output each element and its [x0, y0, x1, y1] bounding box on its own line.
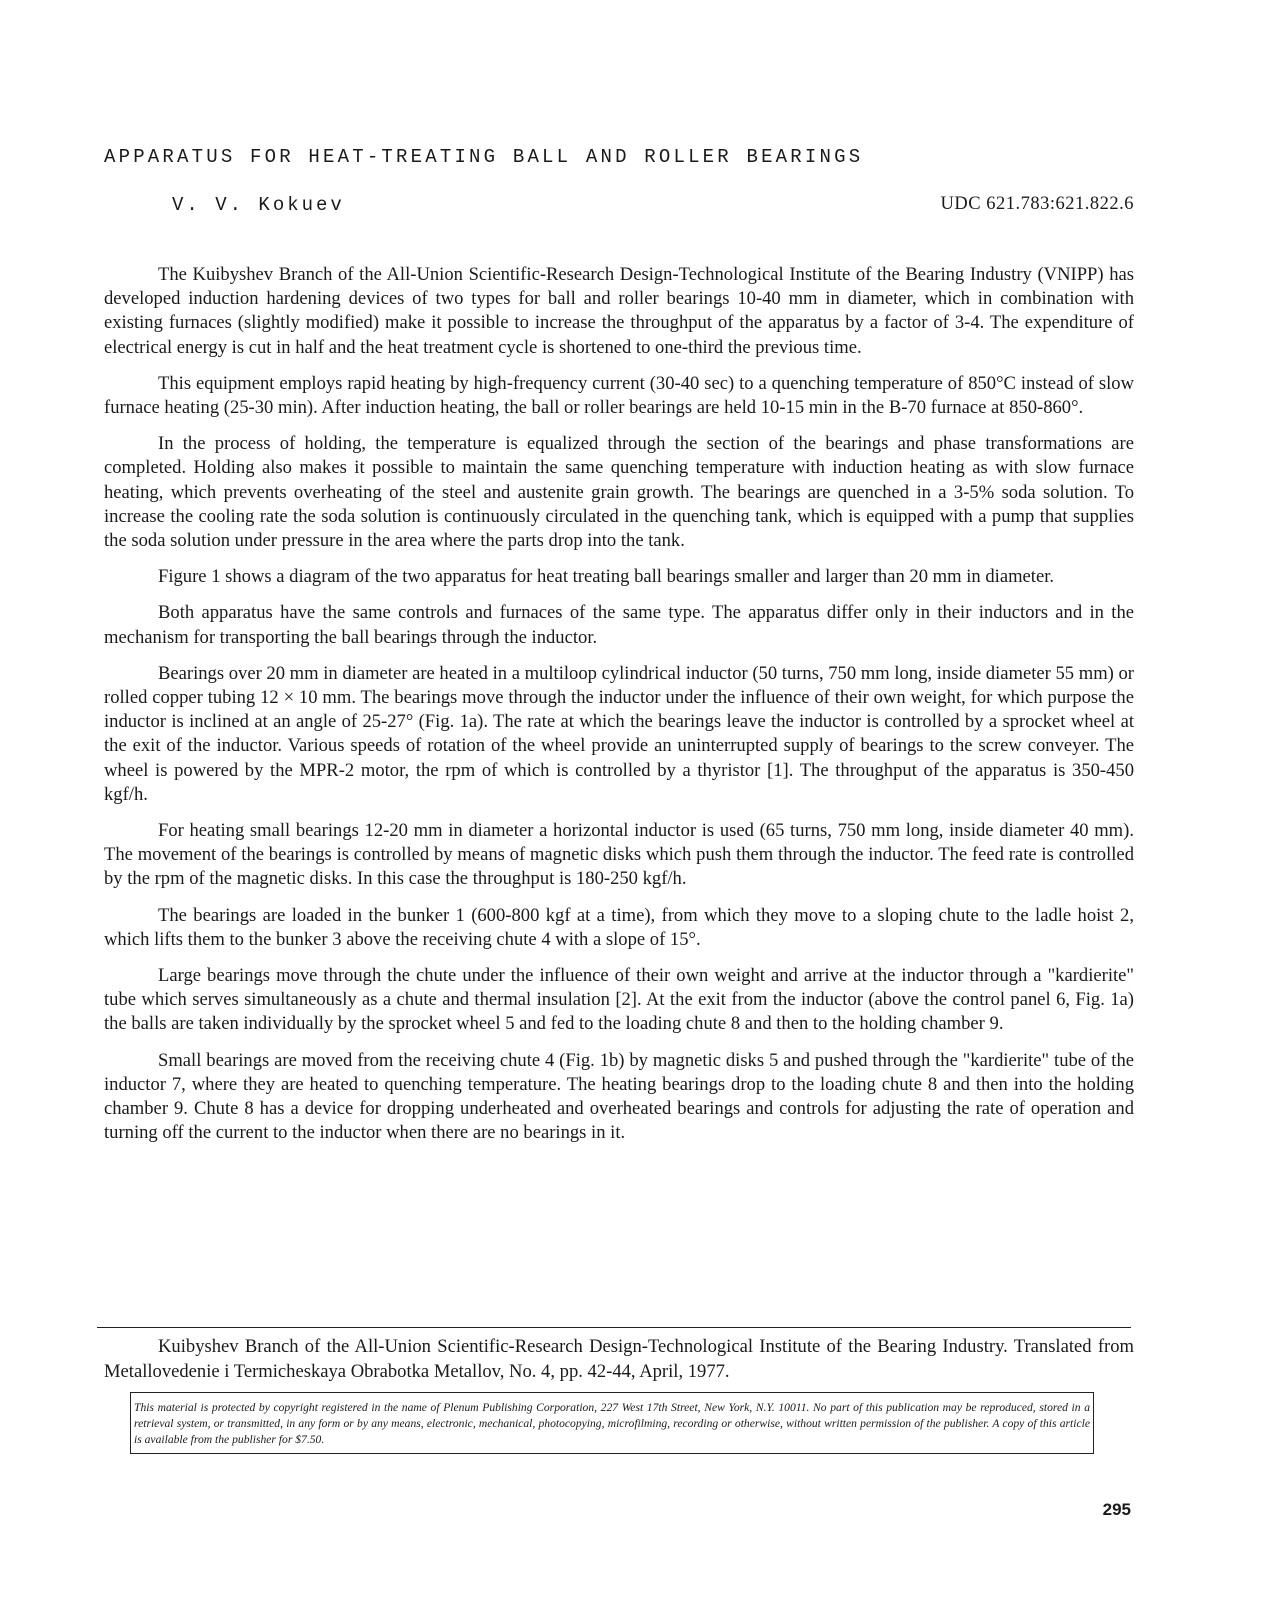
- author-name: V. V. Kokuev: [172, 194, 345, 216]
- paragraph: Bearings over 20 mm in diameter are heated in a multiloop cylindrical inductor (50 turns, 750 mm long, inside diameter 55 mm) or rolled copper tubing 12 × 10 mm. The bearings move through the inductor under the influence of their own weight, for which purpose the inductor is inclined at an angle of 25-27° (Fig. 1a). The rate at which the bearings leave the inductor is controlled by a sprocket wheel at the exit of the inductor. Various speeds of rotation of the wheel provide an uninterrupted supply of bearings to the screw conveyer. The wheel is powered by the MPR-2 motor, the rpm of which is controlled by a thyristor [1]. The throughput of the apparatus is 350-450 kgf/h.: [104, 662, 1134, 805]
- paragraph: The bearings are loaded in the bunker 1 (600-800 kgf at a time), from which they move to a sloping chute to the ladle hoist 2, which lifts them to the bunker 3 above the receiving chute 4 with a slope of 15°.: [104, 904, 1134, 950]
- paragraph: The Kuibyshev Branch of the All-Union Scientific-Research Design-Technological Institute of the Bearing Industry (VNIPP) has developed induction hardening devices of two types for ball and roller bearings 10-40 mm in diameter, which in combination with existing furnaces (slightly modified) make it possible to increase the throughput of the apparatus by a factor of 3-4. The expenditure of electrical energy is cut in half and the heat treatment cycle is shortened to one-third the previous time.: [104, 264, 1134, 358]
- copyright-notice: This material is protected by copyright registered in the name of Plenum Publishing Corporation, 227 West 17th Street, New York, N.Y. 10011. No part of this publication may be reproduced, stored in a retrieval system, or transmitted, in any form or by any means, electronic, mechanical, photocopying, microfilming, recording or otherwise, without written permission of the publisher. A copy of this article is available from the publisher for $7.50.: [130, 1392, 1094, 1454]
- page-number: 295: [1102, 1500, 1131, 1519]
- paragraph: Both apparatus have the same controls and furnaces of the same type. The apparatus differ only in their inductors and in the mechanism for transporting the ball bearings through the inductor.: [104, 602, 1134, 648]
- paragraph: This equipment employs rapid heating by high-frequency current (30-40 sec) to a quenching temperature of 850°C instead of slow furnace heating (25-30 min). After induction heating, the ball or roller bearings are held 10-15 min in the B-70 furnace at 850-860°.: [104, 372, 1134, 419]
- paragraph: Figure 1 shows a diagram of the two apparatus for heat treating ball bearings smaller and larger than 20 mm in diameter.: [158, 566, 1055, 588]
- paragraph: Small bearings are moved from the receiving chute 4 (Fig. 1b) by magnetic disks 5 and pushed through the "kardierite" tube of the inductor 7, where they are heated to quenching temperature. The heating bearings drop to the loading chute 8 and then into the holding chamber 9. Chute 8 has a device for dropping underheated and overheated bearings and controls for adjusting the rate of operation and turning off the current to the inductor when there are no bearings in it.: [104, 1049, 1134, 1144]
- affiliation-footnote: Kuibyshev Branch of the All-Union Scientific-Research Design-Technological Institute of the Bearing Industry. Translated from Metallovedenie i Termicheskaya Obrabotka Metallov, No. 4, pp. 42-44, April, 1977.: [104, 1336, 1134, 1382]
- footnote-divider: [97, 1327, 1131, 1328]
- paragraph: Large bearings move through the chute under the influence of their own weight and arrive at the inductor through a "kardierite" tube which serves simultaneously as a chute and thermal insulation [2]. At the exit from the inductor (above the control panel 6, Fig. 1a) the balls are taken individually by the sprocket wheel 5 and fed to the loading chute 8 and then to the holding chamber 9.: [104, 965, 1134, 1035]
- paragraph: For heating small bearings 12-20 mm in diameter a horizontal inductor is used (65 turns, 750 mm long, inside diameter 40 mm). The movement of the bearings is controlled by means of magnetic disks which push them through the inductor. The feed rate is controlled by the rpm of the magnetic disks. In this case the throughput is 180-250 kgf/h.: [104, 820, 1134, 890]
- article-title: APPARATUS FOR HEAT-TREATING BALL AND ROLLER BEARINGS: [104, 146, 864, 168]
- udc-code: UDC 621.783:621.822.6: [940, 194, 1134, 214]
- paragraph: In the process of holding, the temperature is equalized through the section of the bearings and phase transformations are completed. Holding also makes it possible to maintain the same quenching temperature with induction heating as with slow furnace heating, which prevents overheating of the steel and austenite grain growth. The bearings are quenched in a 3-5% soda solution. To increase the cooling rate the soda solution is continuously circulated in the quenching tank, which is equipped with a pump that supplies the soda solution under pressure in the area where the parts drop into the tank.: [104, 433, 1134, 552]
- article-body: [104, 263, 1134, 1158]
